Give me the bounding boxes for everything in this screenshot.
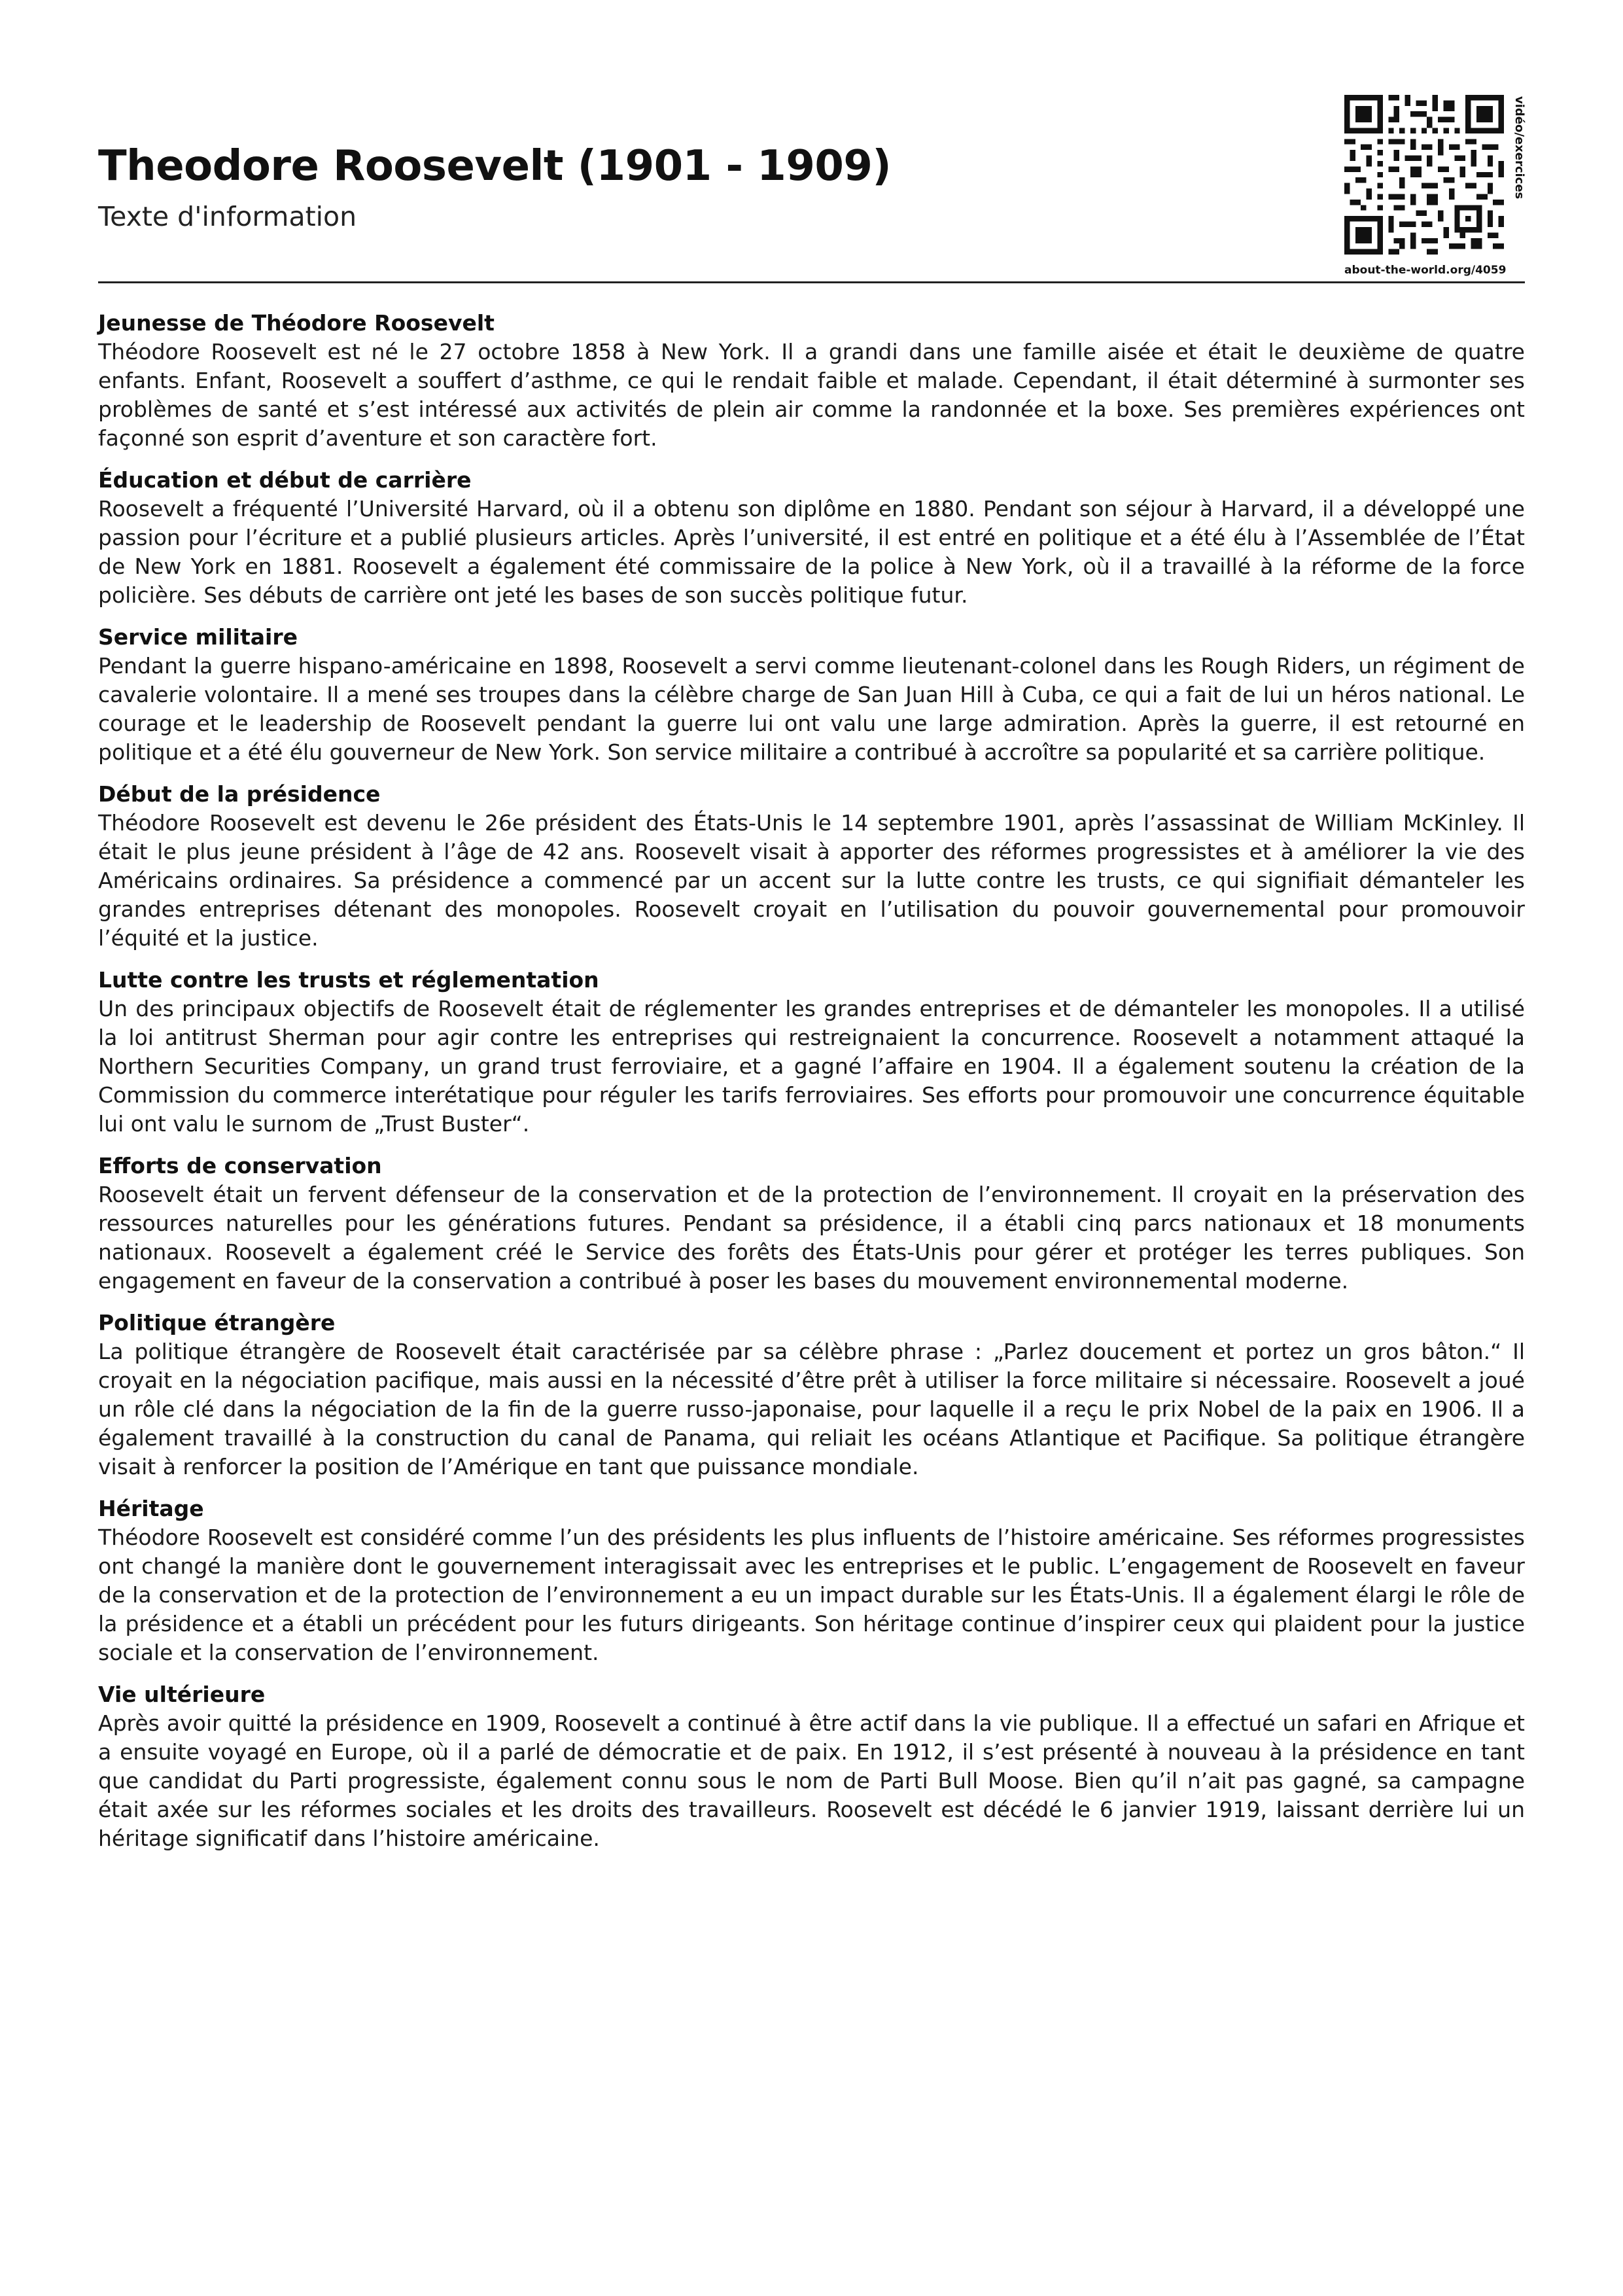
section-heading: Lutte contre les trusts et réglementation (98, 967, 599, 993)
section-paragraph: Roosevelt était un fervent défenseur de la conservation et de la protection de l’environnement. Il croyait en la préservation des ressources naturelles pour les générations futures. Pendant sa présidence, il a établi cinq parcs nationaux et 18 monuments nationaux. Roosevelt a également créé le Service des forêts des États-Unis pour gérer et protéger les terres publiques. Son engagement en faveur de la conservation a contribué à poser les bases du mouvement environnemental moderne. (98, 1182, 1525, 1294)
page-subtitle: Texte d'information (98, 201, 357, 232)
section-education (98, 466, 1525, 610)
section-paragraph: La politique étrangère de Roosevelt était caractérisée par sa célèbre phrase : „Parlez doucement et portez un gros bâton.“ Il croyait en la négociation pacifique, mais aussi en la nécessité d’être prêt à utiliser la force militaire si nécessaire. Roosevelt a joué un rôle clé dans la négociation de la fin de la guerre russo-japonaise, pour laquelle il a reçu le prix Nobel de la paix en 1906. Il a également travaillé à la construction du canal de Panama, qui reliait les océans Atlantique et Pacifique. Sa politique étrangère visait à renforcer la position de l’Amérique en tant que puissance mondiale. (98, 1339, 1525, 1479)
section-heading: Héritage (98, 1496, 204, 1521)
section-heading: Éducation et début de carrière (98, 467, 472, 493)
section-heading: Service militaire (98, 624, 298, 650)
section-paragraph: Théodore Roosevelt est devenu le 26e président des États-Unis le 14 septembre 1901, après l’assassinat de William McKinley. Il était le plus jeune président à l’âge de 42 ans. Roosevelt visait à apporter des réformes progressistes et à améliorer la vie des Américains ordinaires. Sa présidence a commencé par un accent sur la lutte contre les trusts, ce qui signifiait démanteler les grandes entreprises détenant des monopoles. Roosevelt croyait en l’utilisation du pouvoir gouvernemental pour promouvoir l’équité et la justice. (98, 810, 1525, 951)
section-vie-ulterieure (98, 1680, 1525, 1853)
section-jeunesse (98, 309, 1525, 453)
section-paragraph: Théodore Roosevelt est considéré comme l’un des présidents les plus influents de l’histoire américaine. Ses réformes progressistes ont changé la manière dont le gouvernement interagissait avec les entreprises et le public. L’engagement de Roosevelt en faveur de la conservation et de la protection de l’environnement a eu un impact durable sur les États-Unis. Il a également élargi le rôle de la présidence et a établi un précédent pour les futurs dirigeants. Son héritage continue d’inspirer ceux qui plaident pour la justice sociale et la conservation de l’environnement. (98, 1525, 1525, 1665)
section-heading: Efforts de conservation (98, 1153, 382, 1178)
section-heading: Politique étrangère (98, 1310, 336, 1335)
section-paragraph: Pendant la guerre hispano-américaine en 1898, Roosevelt a servi comme lieutenant-colonel dans les Rough Riders, un régiment de cavalerie volontaire. Il a mené ses troupes dans la célèbre charge de San Juan Hill à Cuba, ce qui a fait de lui un héros national. Le courage et le leadership de Roosevelt pendant la guerre lui ont valu une large admiration. Après la guerre, il est retourné en politique et a été élu gouverneur de New York. Son service militaire a contribué à accroître sa popularité et sa carrière politique. (98, 653, 1525, 765)
section-service-militaire (98, 623, 1525, 767)
header (98, 95, 1525, 281)
qr-block[interactable] (1344, 95, 1525, 281)
section-paragraph: Un des principaux objectifs de Roosevelt était de réglementer les grandes entreprises et de démanteler les monopoles. Il a utilisé la loi antitrust Sherman pour agir contre les entreprises qui restreignaient la concurrence. Roosevelt a notamment attaqué la Northern Securities Company, un grand trust ferroviaire, et a gagné l’affaire en 1904. Il a également soutenu la création de la Commission du commerce interétatique pour réguler les tarifs ferroviaires. Ses efforts pour promouvoir une concurrence équitable lui ont valu le surnom de „Trust Buster“. (98, 996, 1525, 1137)
article-body (98, 309, 1525, 1866)
document-page (98, 0, 1525, 2296)
section-conservation (98, 1152, 1525, 1296)
qr-code-icon[interactable] (1344, 95, 1504, 255)
section-paragraph: Théodore Roosevelt est né le 27 octobre 1858 à New York. Il a grandi dans une famille aisée et était le deuxième de quatre enfants. Enfant, Roosevelt a souffert d’asthme, ce qui le rendait faible et malade. Cependant, il était déterminé à surmonter ses problèmes de santé et s’est intéressé aux activités de plein air comme la randonnée et la boxe. Ses premières expériences ont façonné son esprit d’aventure et son caractère fort. (98, 339, 1525, 451)
section-heading: Jeunesse de Théodore Roosevelt (98, 310, 495, 336)
header-divider (98, 281, 1525, 283)
section-debut-presidence (98, 780, 1525, 953)
qr-side-label: vidéo/exercices (1512, 96, 1526, 200)
section-heading: Vie ultérieure (98, 1682, 266, 1707)
section-paragraph: Après avoir quitté la présidence en 1909, Roosevelt a continué à être actif dans la vie publique. Il a effectué un safari en Afrique et a ensuite voyagé en Europe, où il a parlé de démocratie et de paix. En 1912, il s’est présenté à nouveau à la présidence en tant que candidat du Parti progressiste, également connu sous le nom de Parti Bull Moose. Bien qu’il n’ait pas gagné, sa campagne était axée sur les réformes sociales et les droits des travailleurs. Roosevelt est décédé le 6 janvier 1919, laissant derrière lui un héritage significatif dans l’histoire américaine. (98, 1710, 1525, 1851)
section-heritage (98, 1494, 1525, 1667)
section-heading: Début de la présidence (98, 781, 381, 807)
section-politique-etrangere (98, 1309, 1525, 1481)
page-title: Theodore Roosevelt (1901 - 1909) (98, 142, 892, 190)
qr-url-link[interactable]: about-the-world.org/4059 (1344, 264, 1507, 277)
section-trusts (98, 966, 1525, 1139)
section-paragraph: Roosevelt a fréquenté l’Université Harvard, où il a obtenu son diplôme en 1880. Pendant son séjour à Harvard, il a développé une passion pour l’écriture et a publié plusieurs articles. Après l’université, il est entré en politique et a été élu à l’Assemblée de l’État de New York en 1881. Roosevelt a également été commissaire de la police à New York, où il a travaillé à la réforme de la force policière. Ses débuts de carrière ont jeté les bases de son succès politique futur. (98, 496, 1525, 608)
